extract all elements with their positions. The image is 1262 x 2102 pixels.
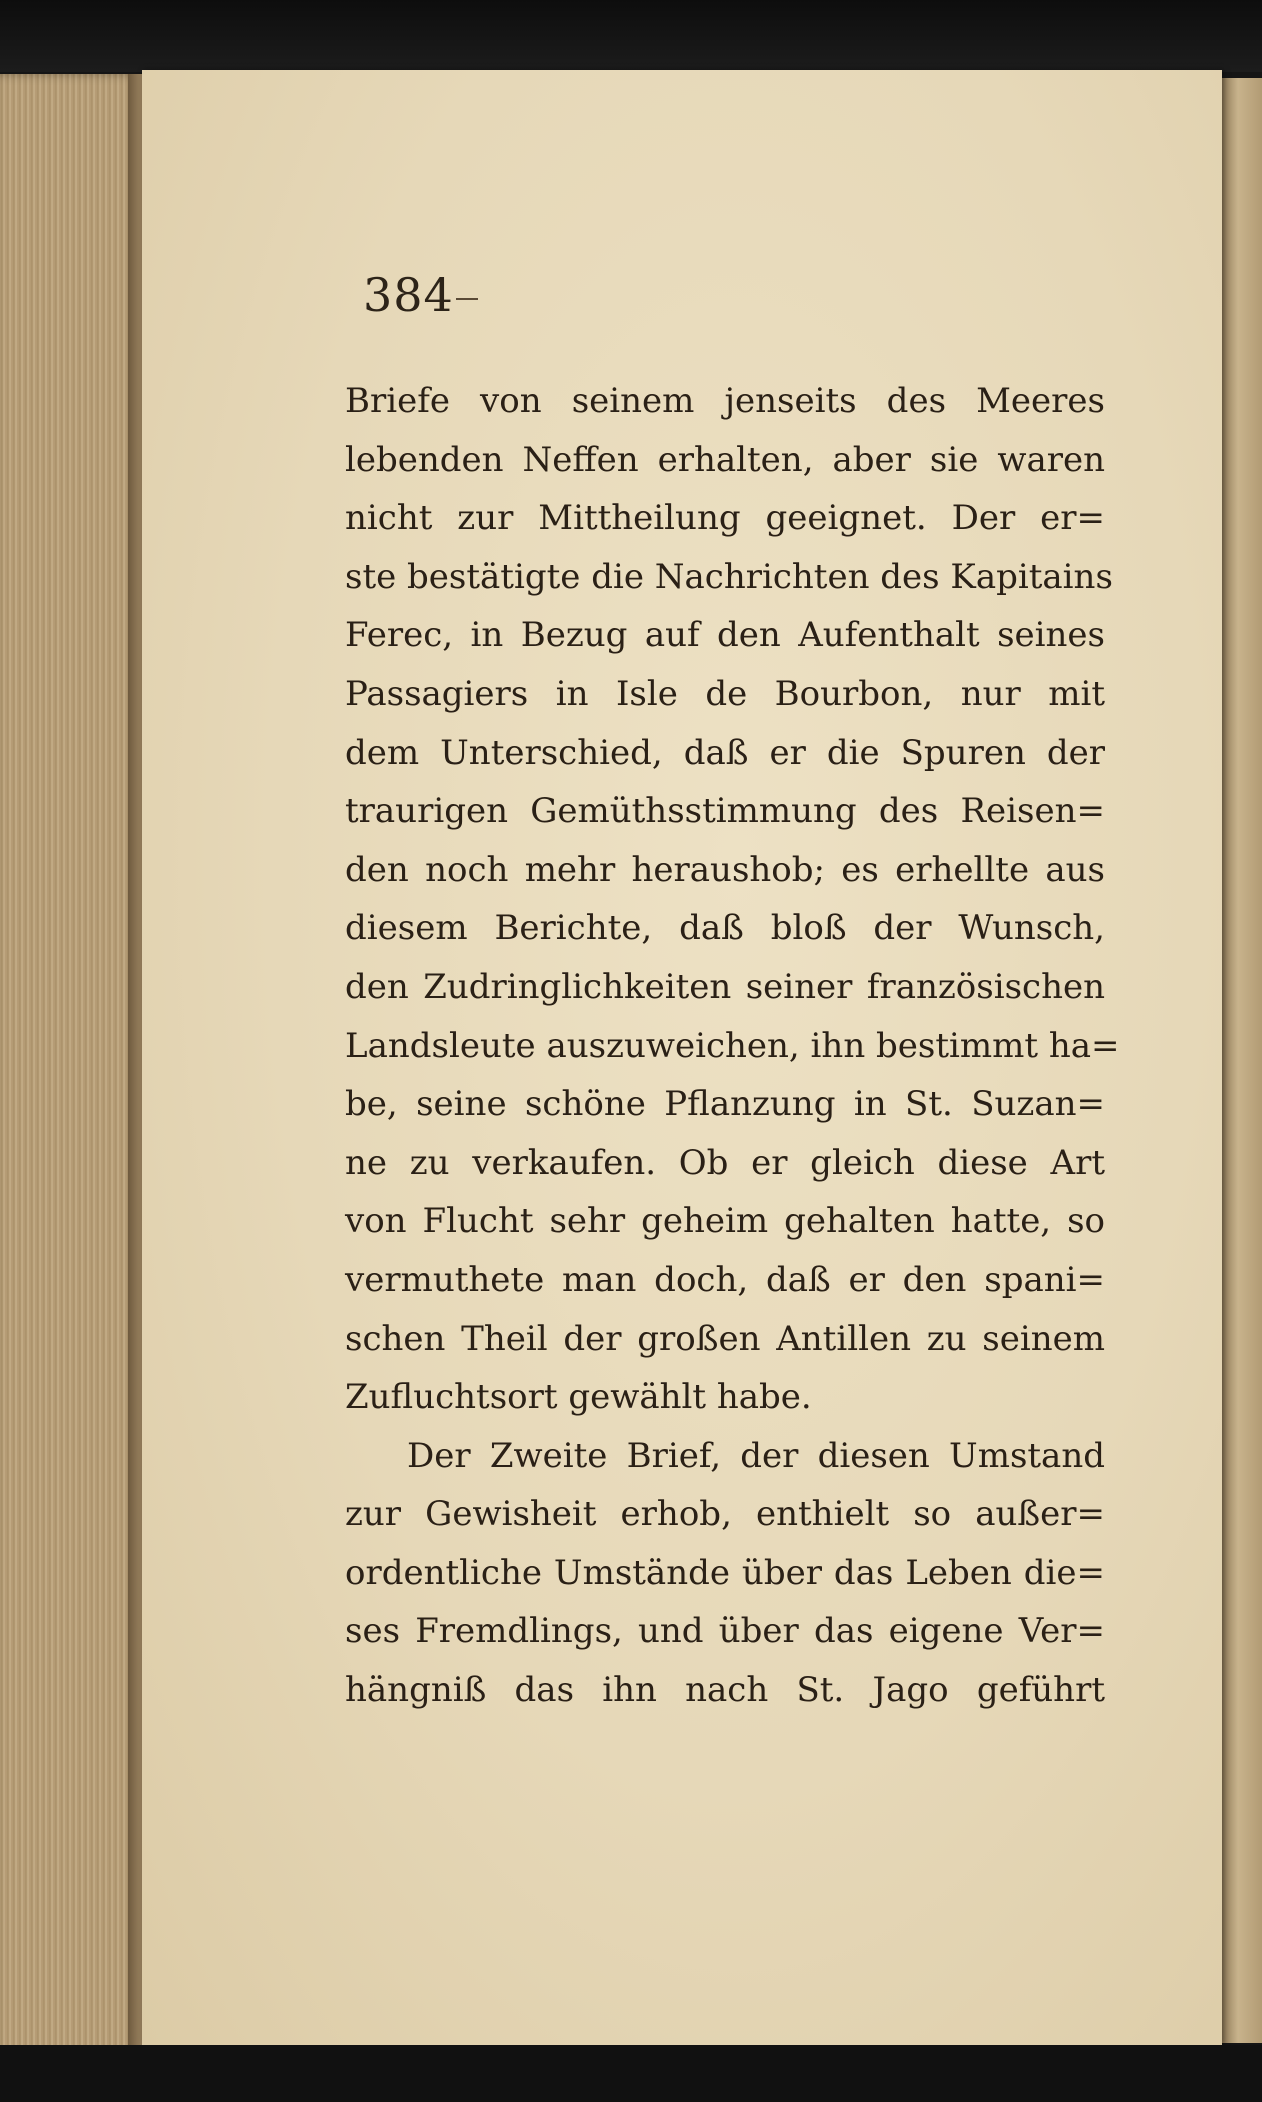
text-line: ordentliche Umstände über das Leben die=: [345, 1552, 1105, 1593]
scan-background-bottom: [0, 2045, 1262, 2102]
text-line: dem Unterschied, daß er die Spuren der: [345, 732, 1105, 773]
text-line: von Flucht sehr geheim gehalten hatte, so: [345, 1201, 1105, 1242]
text-line: ses Fremdlings, und über das eigene Ver=: [345, 1611, 1105, 1652]
body-text: [345, 372, 1120, 1720]
text-line: ste bestätigte die Nachrichten des Kapitains: [345, 556, 1113, 597]
page-stack-edge: [0, 74, 142, 2064]
text-line: diesem Berichte, daß bloß der Wunsch,: [345, 908, 1105, 949]
text-line: hängniß das ihn nach St. Jago geführt: [345, 1670, 1105, 1711]
text-line: traurigen Gemüthsstimmung des Reisen=: [345, 791, 1105, 832]
text-line: vermuthete man doch, daß er den spani=: [345, 1259, 1105, 1300]
text-line: zur Gewisheit erhob, enthielt so außer=: [345, 1494, 1105, 1535]
facing-page-edge: [1222, 78, 1262, 2043]
page-number: 384: [363, 268, 454, 322]
text-line: Landsleute auszuweichen, ihn bestimmt ha=: [345, 1025, 1120, 1066]
text-line: Passagiers in Isle de Bourbon, nur mit: [345, 673, 1105, 714]
text-line: den Zudringlichkeiten seiner französischen: [345, 966, 1105, 1007]
text-line: Briefe von seinem jenseits des Meeres: [345, 381, 1105, 421]
text-line: schen Theil der großen Antillen zu seinem: [345, 1318, 1105, 1359]
paragraph-start-line: Der Zweite Brief, der diesen Umstand: [407, 1435, 1105, 1476]
scan-background-top: [0, 0, 1262, 72]
text-line: nicht zur Mittheilung geeignet. Der er=: [345, 498, 1105, 539]
text-line: Ferec, in Bezug auf den Aufenthalt seines: [345, 615, 1105, 656]
binding-shadow: [128, 74, 142, 2064]
text-line: ne zu verkaufen. Ob er gleich diese Art: [345, 1142, 1105, 1183]
text-line: lebenden Neffen erhalten, aber sie waren: [345, 439, 1105, 480]
text-line: be, seine schöne Pflanzung in St. Suzan=: [345, 1084, 1105, 1125]
text-line: den noch mehr heraushob; es erhellte aus: [345, 849, 1105, 890]
paragraph-end-line: Zufluchtsort gewählt habe.: [345, 1377, 812, 1418]
